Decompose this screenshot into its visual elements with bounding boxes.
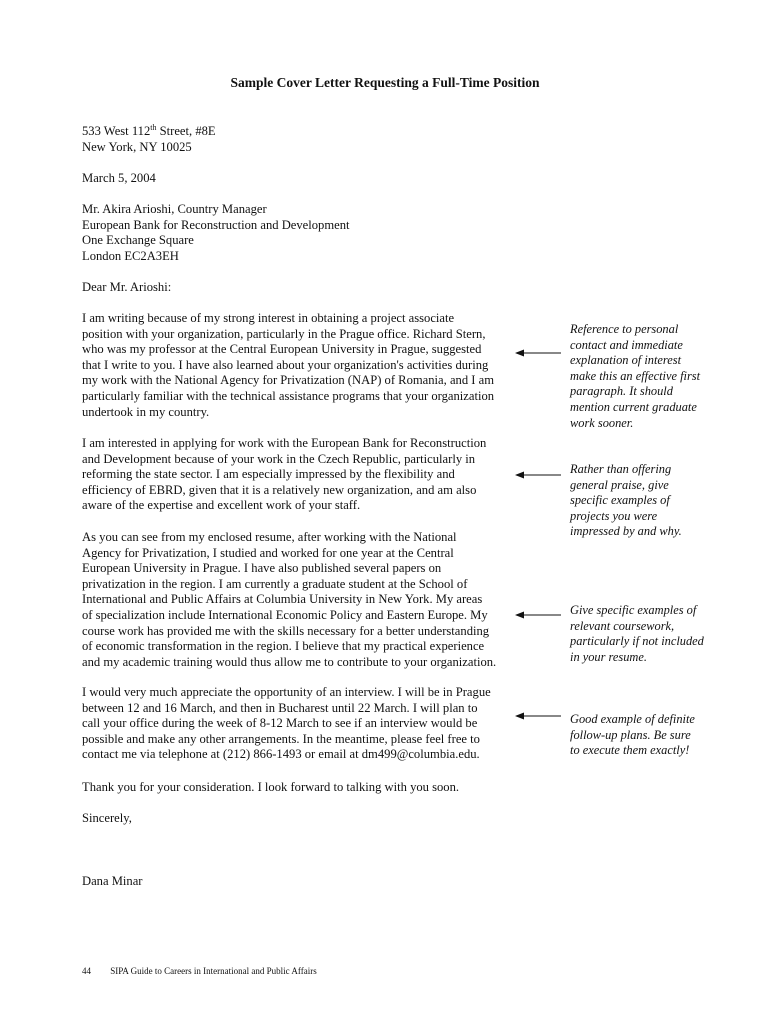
paragraph-line: particularly familiar with the technical assistance programs that your organization	[82, 388, 495, 403]
paragraph-line: and my academic training would thus allow me to contribute to your organization.	[82, 654, 497, 669]
page-number: 44	[82, 966, 91, 976]
paragraph-line: aware of the expertise and excellent work of your staff.	[82, 498, 361, 513]
paragraph-line: I am interested in applying for work with the European Bank for Reconstruction	[82, 436, 487, 450]
note-line: specific examples of	[570, 493, 670, 508]
paragraph-line: Agency for Privatization, I studied and worked for one year at the Central	[82, 545, 454, 560]
body-paragraph-2	[82, 436, 486, 514]
recipient-line: Mr. Akira Arioshi, Country Manager	[82, 202, 267, 216]
arrow-left-icon	[515, 470, 561, 480]
paragraph-line: I would very much appreciate the opportunity of an interview. I will be in Prague	[82, 685, 491, 699]
recipient-line: European Bank for Reconstruction and Development	[82, 217, 350, 232]
margin-note-4	[570, 712, 695, 759]
body-paragraph-3	[82, 530, 496, 670]
street-name: Street, #8E	[156, 124, 216, 138]
body-paragraph-4	[82, 685, 491, 763]
page-footer	[82, 966, 317, 976]
note-line: particularly if not included	[570, 634, 704, 649]
note-line: contact and immediate	[570, 337, 683, 352]
arrow-left-icon	[515, 348, 561, 358]
margin-note-1	[570, 322, 700, 431]
letter-date: March 5, 2004	[82, 171, 156, 185]
street-number: 533 West 112	[82, 124, 151, 138]
note-line: mention current graduate	[570, 399, 697, 414]
margin-note-3	[570, 603, 704, 665]
paragraph-line: call your office during the week of 8-12 March to see if an interview would be	[82, 716, 478, 731]
note-line: to execute them exactly!	[570, 743, 690, 758]
paragraph-line: position with your organization, particularly in the Prague office. Richard Stern,	[82, 326, 486, 341]
paragraph-line: Thank you for your consideration. I look forward to talking with you soon.	[82, 780, 460, 794]
note-line: make this an effective first	[570, 368, 701, 383]
note-line: in your resume.	[570, 649, 647, 664]
paragraph-line: privatization in the region. I am currently a graduate student at the School of	[82, 576, 468, 591]
paragraph-line: I am writing because of my strong interest in obtaining a project associate	[82, 311, 455, 325]
footer-text: SIPA Guide to Careers in International and Public Affairs	[110, 966, 317, 976]
note-line: Give specific examples of	[570, 603, 697, 617]
note-line: paragraph. It should	[570, 384, 673, 399]
note-line: explanation of interest	[570, 353, 682, 368]
body-paragraph-1	[82, 311, 494, 420]
note-line: work sooner.	[570, 415, 634, 430]
paragraph-line: course work has provided me with the skills necessary for a better understanding	[82, 623, 490, 638]
paragraph-line: possible and make any other arrangements. In the meantime, please feel free to	[82, 731, 480, 746]
paragraph-line: reforming the state sector. I am especially impressed by the flexibility and	[82, 467, 455, 482]
street-superscript: th	[150, 123, 157, 132]
paragraph-line: As you can see from my enclosed resume, after working with the National	[82, 530, 457, 544]
note-line: Reference to personal	[570, 322, 679, 336]
recipient-address	[82, 202, 350, 264]
closing: Sincerely,	[82, 811, 132, 825]
paragraph-line: contact me via telephone at (212) 866-1493 or email at dm499@columbia.edu.	[82, 747, 480, 762]
paragraph-line: undertook in my country.	[82, 404, 210, 419]
signature: Dana Minar	[82, 874, 143, 888]
note-line: general praise, give	[570, 477, 669, 492]
paragraph-line: of economic transformation in the region. I believe that my practical experience	[82, 639, 485, 654]
note-line: Good example of definite	[570, 712, 695, 726]
note-line: projects you were	[570, 508, 658, 523]
paragraph-line: efficiency of EBRD, given that it is a relatively new organization, and am also	[82, 482, 477, 497]
page-title: Sample Cover Letter Requesting a Full-Time Position	[230, 75, 540, 90]
paragraph-line: my work with the National Agency for Privatization (NAP) of Romania, and I am	[82, 373, 495, 388]
recipient-line: One Exchange Square	[82, 233, 194, 248]
paragraph-line: European University in Prague. I have also published several papers on	[82, 561, 442, 576]
paragraph-line: and Development because of your work in the Czech Republic, particularly in	[82, 451, 476, 466]
margin-note-2	[570, 462, 682, 540]
note-line: Rather than offering	[570, 462, 672, 476]
body-paragraph-5	[82, 780, 459, 796]
paragraph-line: International and Public Affairs at Columbia University in New York. My areas	[82, 592, 483, 607]
note-line: follow-up plans. Be sure	[570, 727, 691, 742]
paragraph-line: of specialization include International Economic Policy and Eastern Europe. My	[82, 607, 488, 622]
paragraph-line: between 12 and 16 March, and then in Bucharest until 22 March. I will plan to	[82, 700, 478, 715]
paragraph-line: that I write to you. I have also learned about your organization's activities during	[82, 357, 489, 372]
arrow-left-icon	[515, 610, 561, 620]
paragraph-line: who was my professor at the Central European University in Prague, suggested	[82, 342, 482, 357]
note-line: relevant coursework,	[570, 618, 675, 633]
recipient-line: London EC2A3EH	[82, 248, 179, 263]
sender-address	[82, 124, 216, 155]
sender-street	[82, 124, 216, 140]
salutation: Dear Mr. Arioshi:	[82, 280, 172, 294]
arrow-left-icon	[515, 711, 561, 721]
sender-city: New York, NY 10025	[82, 139, 192, 154]
note-line: impressed by and why.	[570, 524, 682, 539]
